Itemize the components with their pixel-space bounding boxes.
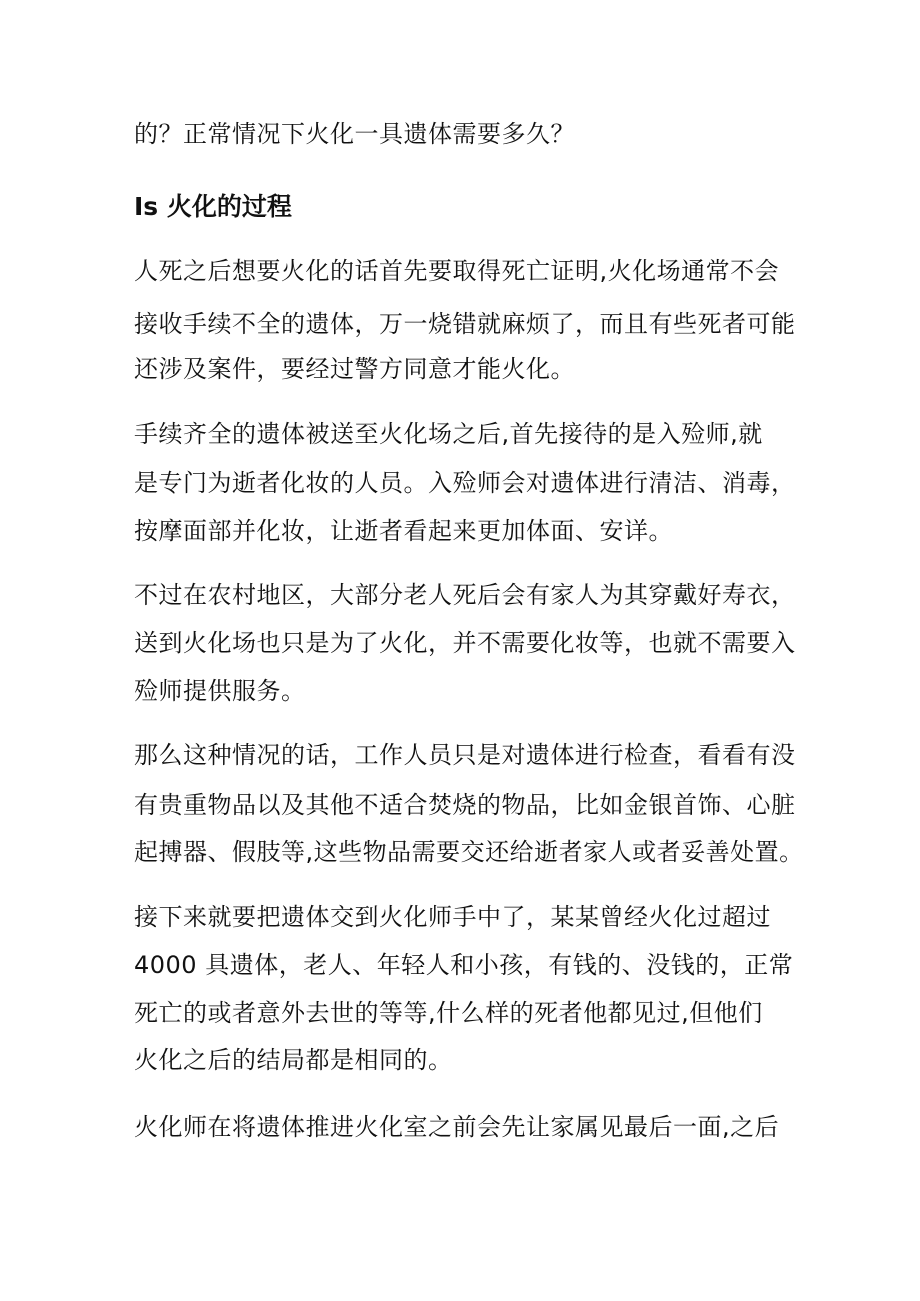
intro-line: 的？正常情况下火化一具遗体需要多久？ [134,120,575,148]
paragraph-line: 送到火化场也只是为了火化，并不需要化妆等，也就不需要入 [134,629,796,657]
paragraph-line: 不过在农村地区，大部分老人死后会有家人为其穿戴好寿衣， [134,581,796,609]
paragraph-line: 接收手续不全的遗体，万一烧错就麻烦了，而且有些死者可能 [134,310,796,338]
paragraph-line: 接下来就要把遗体交到火化师手中了，某某曾经火化过超过 [134,903,771,931]
paragraph-line: 是专门为逝者化妆的人员。入殓师会对遗体进行清洁、消毒， [134,469,796,497]
paragraph-line: 还涉及案件，要经过警方同意才能火化。 [134,355,575,383]
paragraph-line: 火化之后的结局都是相同的。 [134,1046,453,1074]
paragraph-line: 起搏器、假肢等,这些物品需要交还给逝者家人或者妥善处置。 [134,838,804,866]
paragraph-line: 人死之后想要火化的话首先要取得死亡证明,火化场通常不会 [134,257,780,285]
paragraph-line: 那么这种情况的话，工作人员只是对遗体进行检查，看看有没 [134,741,796,769]
section-heading: Is 火化的过程 [134,192,292,221]
paragraph-line: 有贵重物品以及其他不适合焚烧的物品，比如金银首饰、心脏 [134,791,796,819]
paragraph-line: 火化师在将遗体推进火化室之前会先让家属见最后一面,之后 [134,1113,780,1141]
paragraph-line: 按摩面部并化妆，让逝者看起来更加体面、安详。 [134,517,673,545]
paragraph-line: 殓师提供服务。 [134,677,306,705]
paragraph-line: 4000 具遗体，老人、年轻人和小孩，有钱的、没钱的，正常 [134,951,794,979]
paragraph-line: 死亡的或者意外去世的等等,什么样的死者他都见过,但他们 [134,999,763,1027]
paragraph-line: 手续齐全的遗体被送至火化场之后,首先接待的是入殓师,就 [134,420,763,448]
